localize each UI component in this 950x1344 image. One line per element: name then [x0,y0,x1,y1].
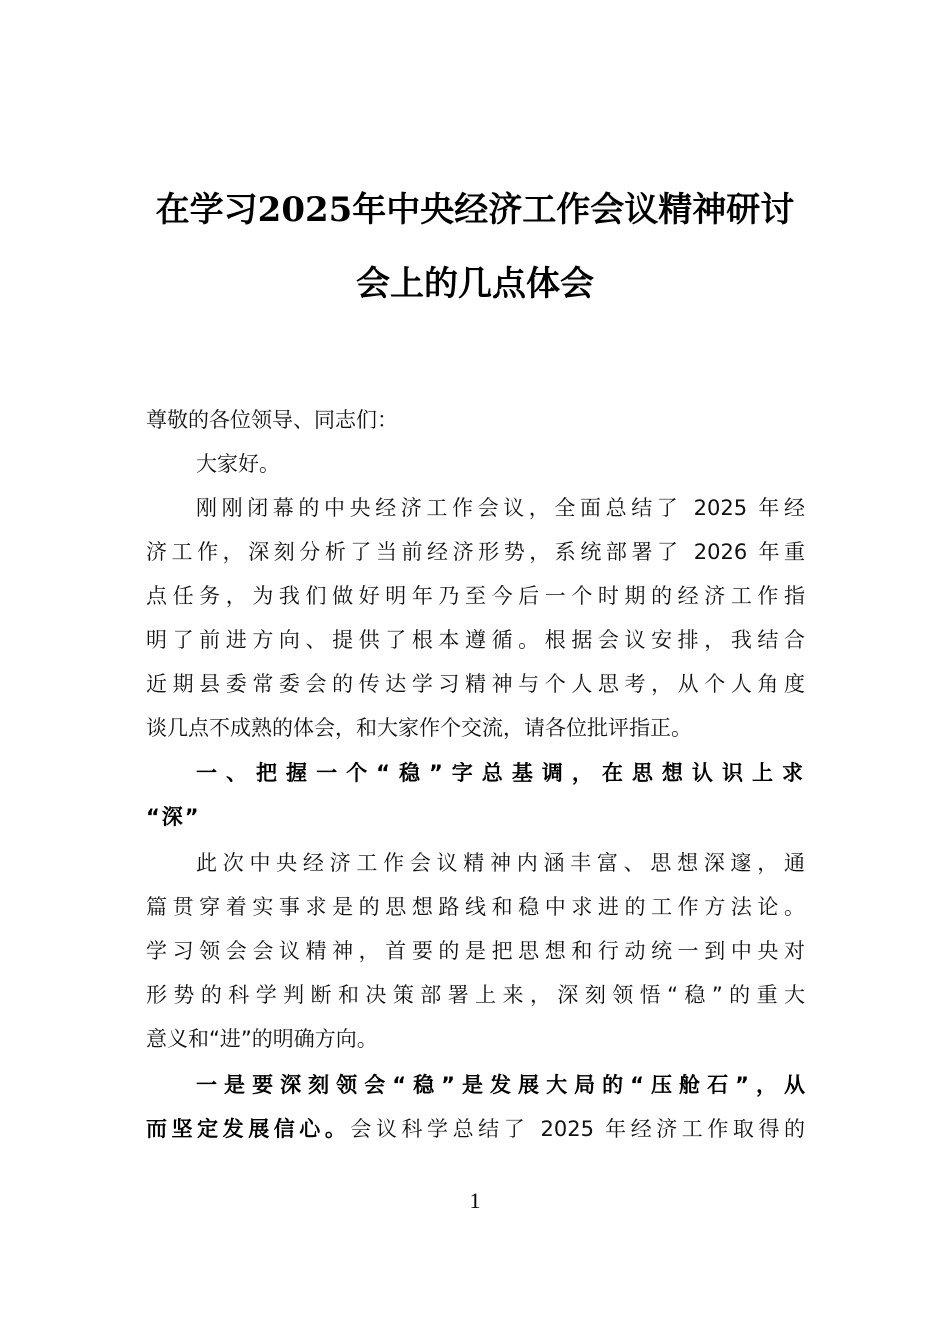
greeting: 大家好。 [196,452,280,476]
section-paragraph-line: 学习领会会议精神，首要的是把思想和行动统一到中央对 [146,939,805,963]
section-paragraph-line: 此次中央经济工作会议精神内涵丰富、思想深邃，通 [196,851,805,875]
intro-paragraph-line: 刚刚闭幕的中央经济工作会议，全面总结了 2025 年经 [196,496,805,520]
intro-paragraph-line: 近期县委常委会的传达学习精神与个人思考，从个人角度 [146,672,805,696]
intro-paragraph-line: 点任务，为我们做好明年乃至今后一个时期的经济工作指 [146,584,805,608]
point-paragraph-line [146,1114,805,1144]
intro-paragraph-line: 谈几点不成熟的体会，和大家作个交流，请各位批评指正。 [146,716,692,740]
section-paragraph-line: 意义和“进”的明确方向。 [146,1027,378,1051]
section-heading-line: “深” [146,805,201,829]
intro-paragraph-line: 明了前进方向、提供了根本遵循。根据会议安排，我结合 [146,628,805,652]
intro-paragraph-line: 济工作，深刻分析了当前经济形势，系统部署了 2026 年重 [146,540,805,564]
point-paragraph-text: 会议科学总结了 2025 年经济工作取得的 [350,1117,806,1141]
document-title-line-2: 会上的几点体会 [356,264,594,304]
section-paragraph-line: 形势的科学判断和决策部署上来，深刻领悟“稳”的重大 [146,983,805,1007]
salutation: 尊敬的各位领导、同志们： [146,408,398,432]
page-number: 1 [469,1188,481,1213]
section-heading-line: 一、把握一个“稳”字总基调，在思想认识上求 [196,761,805,785]
document-title-line-1: 在学习2025年中央经济工作会议精神研讨 [155,190,795,230]
section-paragraph-line: 篇贯穿着实事求是的思想路线和稳中求进的工作方法论。 [146,895,805,919]
point-heading-suffix: 而坚定发展信心。 [146,1117,351,1141]
point-heading-line: 一是要深刻领会“稳”是发展大局的“压舱石”，从 [196,1073,805,1097]
